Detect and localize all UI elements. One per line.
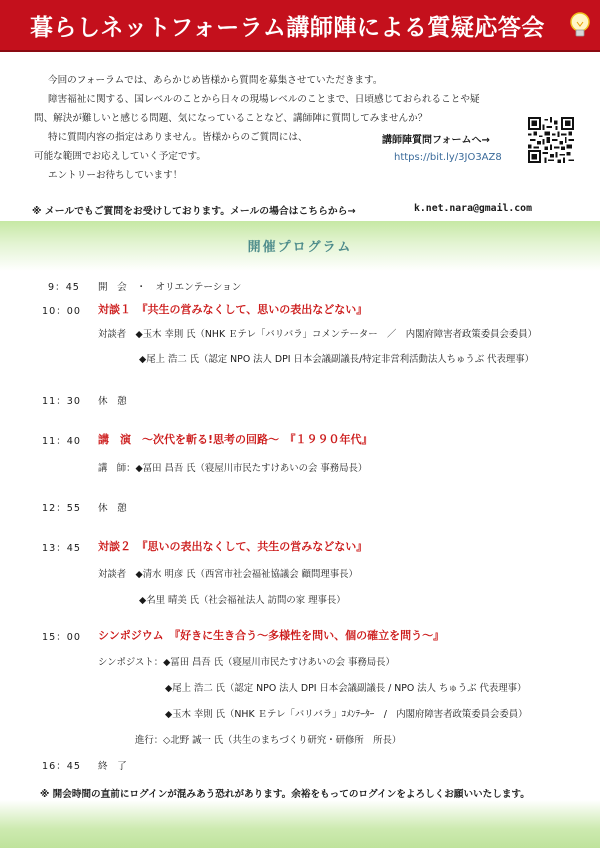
- time-0945: 9：45: [48, 282, 80, 293]
- time-1345: 13：45: [42, 543, 82, 554]
- intro-line-5: 可能な範囲でお応えしていく予定です。: [34, 151, 206, 162]
- symposium-panelist-1: シンポジスト：◆冨田 昌吾 氏（寝屋川市民たすけあいの会 事務局長）: [98, 657, 395, 668]
- header-banner: [0, 0, 600, 52]
- mail-address-link[interactable]: k.net.nara@gmail.com: [414, 203, 532, 214]
- intro-line-4: 特に質問内容の指定はありません。皆様からのご質問には、: [48, 132, 308, 143]
- symposium-title: シンポジウム 『好きに生き合う～多様性を問い、個の確立を問う～』: [98, 629, 445, 642]
- dialogue-1-speaker-2: ◆尾上 浩二 氏（認定 NPO 法人 DPI 日本会議副議長/特定非営利活動法人ちゅうぶ 代表理事）: [139, 354, 535, 365]
- symposium-moderator: 進行：◇北野 誠一 氏（共生のまちづくり研究・研修所 所長）: [135, 735, 402, 746]
- break-1: 休 憩: [98, 396, 127, 407]
- symposium-panelist-3: ◆玉木 幸則 氏（NHK Ｅテレ「バリバラ」ｺﾒﾝﾃｰﾀｰ / 内閣府障害者政策委員会委員）: [165, 709, 528, 720]
- lightbulb-icon: [566, 10, 594, 40]
- dialogue-2-speaker-2: ◆名里 晴美 氏（社会福祉法人 訪問の家 理事長）: [139, 595, 346, 606]
- mail-note: ※ メールでもご質問をお受けしております。メールの場合はこちらから→: [32, 206, 356, 217]
- time-1255: 12：55: [42, 503, 82, 514]
- dialogue-1-title: 対談１ 『共生の営みなくして、思いの表出などない』: [98, 303, 368, 316]
- page-title: 暮らしネットフォーラム講師陣による質疑応答会: [30, 15, 545, 41]
- closing: 終 了: [98, 761, 127, 772]
- intro-line-6: エントリーお待ちしています！: [48, 170, 183, 181]
- intro-line-1: 今回のフォーラムでは、あらかじめ皆様から質問を募集させていただきます。: [48, 75, 383, 86]
- question-form-label: 講師陣質問フォームへ→: [382, 135, 490, 146]
- dialogue-2-speaker-1: 対談者 ◆清水 明彦 氏（西宮市社会福祉協議会 顧問理事長）: [98, 569, 358, 580]
- intro-line-2: 障害福祉に関する、国レベルのことから日々の現場レベルのことまで、日頃感じておられることや疑: [48, 94, 480, 105]
- time-1000: 10：00: [42, 306, 82, 317]
- footer-band: [0, 800, 600, 848]
- break-2: 休 憩: [98, 503, 127, 514]
- time-1645: 16：45: [42, 761, 82, 772]
- opening-orientation: 開 会 ・ オリエンテーション: [98, 282, 242, 293]
- time-1500: 15：00: [42, 632, 82, 643]
- program-title: 開催プログラム: [247, 240, 353, 255]
- dialogue-1-speaker-1: 対談者 ◆玉木 幸則 氏（NHK Ｅテレ「バリバラ」コメンテーター ／ 内閣府障害者政策委員会委員）: [98, 329, 538, 340]
- lecture-title: 講 演 ～次代を斬る!思考の回路～ 『１９９０年代』: [98, 433, 373, 446]
- symposium-panelist-2: ◆尾上 浩二 氏（認定 NPO 法人 DPI 日本会議副議長 / NPO 法人 ちゅうぶ 代表理事）: [165, 683, 527, 694]
- login-note: ※ 開会時間の直前にログインが混みあう恐れがあります。余裕をもってのログインをよろしくお願いいたします。: [40, 789, 530, 800]
- qr-code-icon[interactable]: [528, 117, 574, 163]
- dialogue-2-title: 対談２ 『思いの表出なくして、共生の営みなどない』: [98, 540, 368, 553]
- time-1140: 11：40: [42, 436, 82, 447]
- intro-line-3: 問、解決が難しいと感じる問題、気になっていることなど、講師陣に質問してみませんか？: [34, 113, 428, 124]
- lecture-speaker: 講 師：◆冨田 昌吾 氏（寝屋川市民たすけあいの会 事務局長）: [98, 463, 368, 474]
- question-form-link[interactable]: https://bit.ly/3JO3AZ8: [394, 152, 502, 163]
- time-1130: 11：30: [42, 396, 82, 407]
